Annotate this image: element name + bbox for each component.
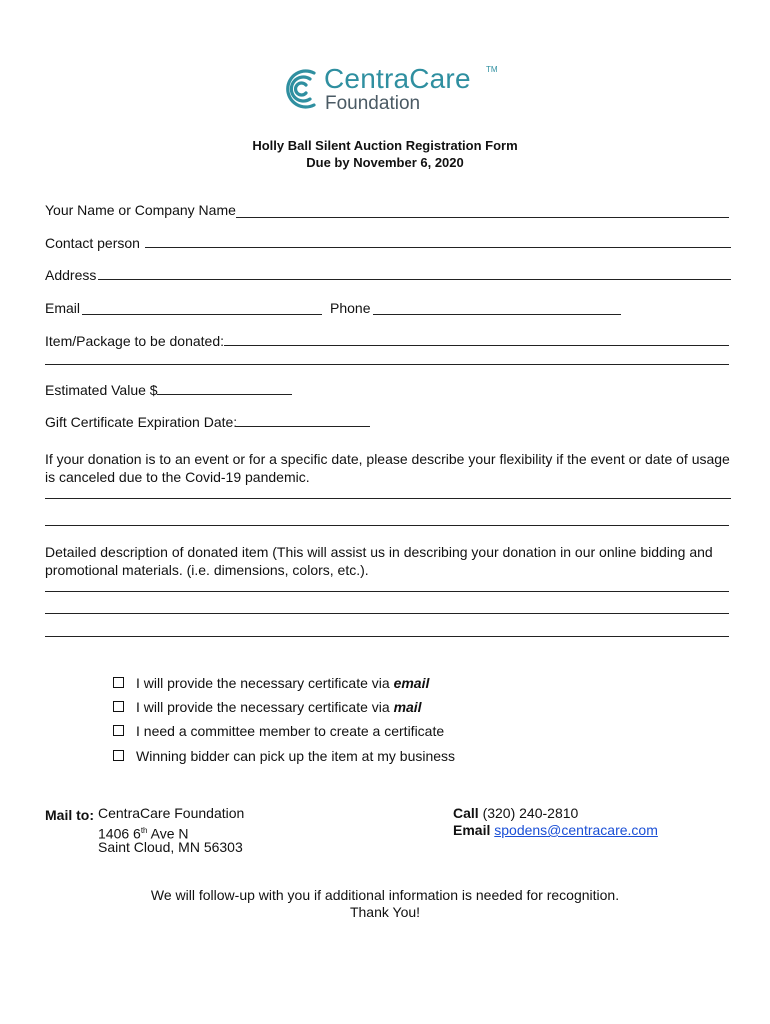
footer-followup: We will follow-up with you if additional information is needed for recognition. (150, 887, 620, 903)
logo-trademark: TM (486, 65, 498, 74)
footer-thank-you: Thank You! (349, 904, 421, 920)
description-field-line-1[interactable] (45, 591, 729, 592)
description-field-line-3[interactable] (45, 636, 729, 637)
address-label: Address (45, 267, 97, 283)
option-email-certificate[interactable] (113, 675, 429, 692)
option-label: I will provide the necessary certificate via (136, 699, 394, 715)
description-prompt-line-1: Detailed description of donated item (This will assist us in describing your donation in our online bidding and (45, 544, 713, 560)
option-mail-certificate[interactable] (113, 699, 422, 716)
email-field[interactable] (82, 314, 322, 315)
checkbox-icon[interactable] (113, 725, 124, 736)
call-line (453, 805, 578, 822)
option-committee-certificate[interactable] (113, 723, 444, 740)
phone-label: Phone (330, 300, 371, 316)
option-label: I need a committee member to create a certificate (136, 723, 445, 739)
flexibility-prompt-line-2: is canceled due to the Covid-19 pandemic. (45, 469, 310, 485)
item-package-field[interactable] (224, 345, 729, 346)
description-field-line-2[interactable] (45, 613, 729, 614)
name-field[interactable] (236, 217, 729, 218)
option-label: Winning bidder can pick up the item at my business (136, 748, 456, 764)
form-title: Holly Ball Silent Auction Registration Form (252, 138, 518, 153)
form-due-date: Due by November 6, 2020 (306, 155, 464, 170)
contact-email-label: Email (453, 822, 491, 838)
logo-subtitle: Foundation (325, 93, 421, 114)
expiration-date-label: Gift Certificate Expiration Date: (45, 414, 238, 430)
description-prompt-line-2: promotional materials. (i.e. dimensions, colors, etc.). (45, 562, 369, 578)
mail-street-number: 1406 6 (98, 825, 141, 842)
item-package-field-line-2[interactable] (45, 364, 729, 365)
contact-person-field[interactable] (145, 247, 731, 248)
centracare-foundation-logo (280, 62, 510, 120)
mail-org: CentraCare Foundation (98, 805, 245, 821)
option-emphasis: mail (393, 699, 422, 715)
call-label: Call (453, 805, 479, 821)
flexibility-field-line-2[interactable] (45, 525, 729, 526)
checkbox-icon[interactable] (113, 677, 124, 688)
mail-to-label: Mail to: (45, 807, 94, 823)
logo-brand: CentraCare (324, 63, 471, 94)
option-label: I will provide the necessary certificate via (136, 675, 394, 691)
option-emphasis: email (393, 675, 430, 691)
flexibility-field-line-1[interactable] (45, 498, 731, 499)
email-line (453, 822, 658, 839)
option-pickup-at-business[interactable] (113, 748, 455, 765)
email-label: Email (45, 300, 81, 316)
mail-street-suffix: th (140, 826, 148, 835)
estimated-value-field[interactable] (157, 394, 292, 395)
flexibility-prompt-line-1: If your donation is to an event or for a specific date, please describe your flexibility if the event or date of usage (45, 451, 730, 467)
contact-email-link[interactable]: spodens@centracare.com (494, 822, 658, 838)
mail-street-rest: Ave N (147, 825, 189, 842)
address-field[interactable] (98, 279, 731, 280)
estimated-value-label: Estimated Value $ (45, 382, 158, 398)
item-package-label: Item/Package to be donated: (45, 333, 225, 349)
contact-person-label: Contact person (45, 235, 140, 251)
centracare-swirl-icon (280, 66, 318, 112)
phone-field[interactable] (373, 314, 621, 315)
expiration-date-field[interactable] (235, 426, 370, 427)
mail-city: Saint Cloud, MN 56303 (98, 839, 243, 855)
checkbox-icon[interactable] (113, 701, 124, 712)
call-phone: (320) 240-2810 (478, 805, 579, 821)
checkbox-icon[interactable] (113, 750, 124, 761)
name-label: Your Name or Company Name (45, 202, 236, 218)
